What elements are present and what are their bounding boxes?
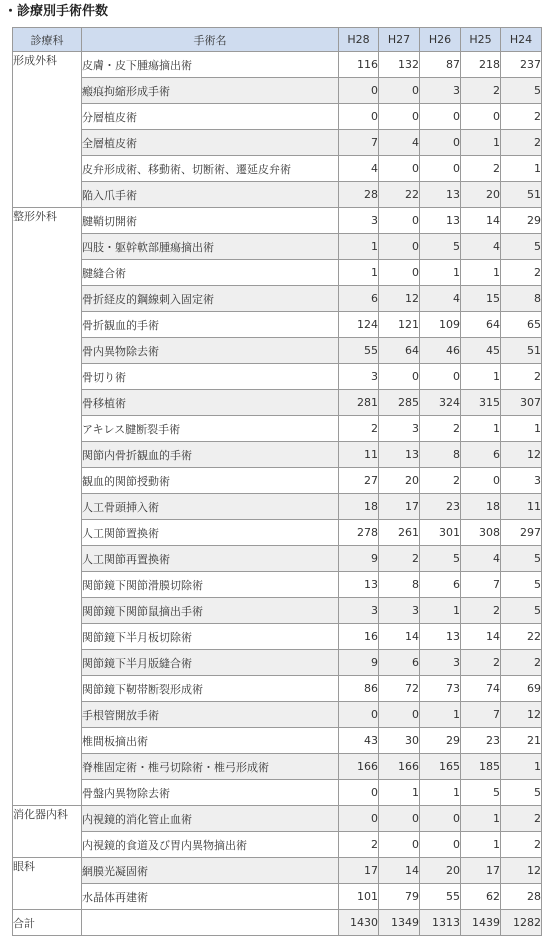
- count-cell-h27: 14: [379, 624, 420, 650]
- count-cell-h25: 14: [461, 208, 501, 234]
- count-cell-h27: 8: [379, 572, 420, 598]
- count-cell-h26: 46: [420, 338, 461, 364]
- count-cell-h28: 16: [339, 624, 379, 650]
- count-cell-h27: 2: [379, 546, 420, 572]
- table-row: [13, 598, 542, 624]
- surgery-name-cell: 四肢・躯幹軟部腫瘍摘出術: [82, 234, 339, 260]
- count-cell-h25: 1: [461, 832, 501, 858]
- count-cell-h26: 301: [420, 520, 461, 546]
- count-cell-h25: 74: [461, 676, 501, 702]
- count-cell-h28: 278: [339, 520, 379, 546]
- count-cell-h26: 109: [420, 312, 461, 338]
- count-cell-h27: 0: [379, 364, 420, 390]
- table-row: [13, 780, 542, 806]
- page-title: ・診療別手術件数: [4, 4, 109, 19]
- count-cell-h26: 1: [420, 598, 461, 624]
- count-cell-h27: 72: [379, 676, 420, 702]
- surgery-name-cell: 全層植皮術: [82, 130, 339, 156]
- count-cell-h28: 101: [339, 884, 379, 910]
- count-cell-h26: 8: [420, 442, 461, 468]
- table-row: [13, 494, 542, 520]
- count-cell-h24: 51: [501, 182, 542, 208]
- count-cell-h27: 12: [379, 286, 420, 312]
- table-row: [13, 702, 542, 728]
- surgery-name-cell: 瘢痕拘縮形成手術: [82, 78, 339, 104]
- surgery-name-cell: 観血的関節授動術: [82, 468, 339, 494]
- count-cell-h28: 4: [339, 156, 379, 182]
- department-cell: 整形外科: [13, 208, 82, 806]
- department-cell: 眼科: [13, 858, 82, 910]
- table-row: [13, 416, 542, 442]
- header-h28: H28: [339, 28, 379, 52]
- count-cell-h25: 4: [461, 234, 501, 260]
- count-cell-h25: 1: [461, 806, 501, 832]
- table-row: [13, 832, 542, 858]
- count-cell-h27: 14: [379, 858, 420, 884]
- surgery-name-cell: 関節内骨折観血的手術: [82, 442, 339, 468]
- count-cell-h24: 2: [501, 260, 542, 286]
- count-cell-h27: 4: [379, 130, 420, 156]
- count-cell-h25: 45: [461, 338, 501, 364]
- count-cell-h25: 2: [461, 78, 501, 104]
- surgery-name-cell: 腱縫合術: [82, 260, 339, 286]
- count-cell-h28: 55: [339, 338, 379, 364]
- surgery-name-cell: 脊椎固定術・椎弓切除術・椎弓形成術: [82, 754, 339, 780]
- count-cell-h28: 27: [339, 468, 379, 494]
- surgery-name-cell: 人工関節置換術: [82, 520, 339, 546]
- table-row: [13, 572, 542, 598]
- count-cell-h28: 17: [339, 858, 379, 884]
- count-cell-h27: 30: [379, 728, 420, 754]
- count-cell-h25: 5: [461, 780, 501, 806]
- count-cell-h25: 4: [461, 546, 501, 572]
- count-cell-h26: 55: [420, 884, 461, 910]
- total-row: [13, 910, 542, 936]
- table-row: [13, 390, 542, 416]
- count-cell-h25: 1: [461, 364, 501, 390]
- count-cell-h27: 0: [379, 156, 420, 182]
- count-cell-h27: 64: [379, 338, 420, 364]
- count-cell-h27: 3: [379, 416, 420, 442]
- surgery-name-cell: 骨移植術: [82, 390, 339, 416]
- count-cell-h28: 7: [339, 130, 379, 156]
- count-cell-h27: 0: [379, 260, 420, 286]
- header-h24: H24: [501, 28, 542, 52]
- count-cell-h26: 3: [420, 650, 461, 676]
- count-cell-h24: 22: [501, 624, 542, 650]
- count-cell-h24: 65: [501, 312, 542, 338]
- count-cell-h27: 20: [379, 468, 420, 494]
- surgery-name-cell: 水晶体再建術: [82, 884, 339, 910]
- count-cell-h24: 51: [501, 338, 542, 364]
- count-cell-h25: 185: [461, 754, 501, 780]
- table-row: [13, 104, 542, 130]
- surgery-name-cell: 皮弁形成術、移動術、切断術、遷延皮弁術: [82, 156, 339, 182]
- count-cell-h28: 2: [339, 416, 379, 442]
- table-row: [13, 286, 542, 312]
- count-cell-h28: 2: [339, 832, 379, 858]
- count-cell-h24: 12: [501, 702, 542, 728]
- surgery-name-cell: 人工骨頭挿入術: [82, 494, 339, 520]
- count-cell-h28: 11: [339, 442, 379, 468]
- surgery-name-cell: 椎間板摘出術: [82, 728, 339, 754]
- count-cell-h25: 2: [461, 156, 501, 182]
- count-cell-h27: 0: [379, 78, 420, 104]
- count-cell-h25: 2: [461, 598, 501, 624]
- count-cell-h27: 22: [379, 182, 420, 208]
- count-cell-h24: 5: [501, 598, 542, 624]
- count-cell-h25: 23: [461, 728, 501, 754]
- count-cell-h26: 0: [420, 364, 461, 390]
- department-cell: 消化器内科: [13, 806, 82, 858]
- count-cell-h26: 0: [420, 104, 461, 130]
- header-h25: H25: [461, 28, 501, 52]
- total-label: 合計: [13, 910, 82, 936]
- count-cell-h28: 86: [339, 676, 379, 702]
- table-row: [13, 806, 542, 832]
- count-cell-h24: 29: [501, 208, 542, 234]
- count-cell-h28: 9: [339, 546, 379, 572]
- surgery-name-cell: 腱鞘切開術: [82, 208, 339, 234]
- count-cell-h26: 87: [420, 52, 461, 78]
- table-header-row: [13, 28, 542, 52]
- count-cell-h28: 0: [339, 104, 379, 130]
- count-cell-h27: 121: [379, 312, 420, 338]
- count-cell-h26: 2: [420, 468, 461, 494]
- count-cell-h26: 5: [420, 234, 461, 260]
- table-row: [13, 624, 542, 650]
- table-row: [13, 312, 542, 338]
- count-cell-h27: 6: [379, 650, 420, 676]
- surgery-name-cell: 人工関節再置換術: [82, 546, 339, 572]
- count-cell-h25: 218: [461, 52, 501, 78]
- count-cell-h25: 20: [461, 182, 501, 208]
- table-row: [13, 208, 542, 234]
- surgery-name-cell: 陥入爪手術: [82, 182, 339, 208]
- count-cell-h25: 6: [461, 442, 501, 468]
- count-cell-h27: 79: [379, 884, 420, 910]
- count-cell-h28: 13: [339, 572, 379, 598]
- table-row: [13, 468, 542, 494]
- count-cell-h26: 20: [420, 858, 461, 884]
- total-cell-h25: 1439: [461, 910, 501, 936]
- count-cell-h28: 0: [339, 702, 379, 728]
- count-cell-h26: 324: [420, 390, 461, 416]
- count-cell-h27: 3: [379, 598, 420, 624]
- count-cell-h28: 166: [339, 754, 379, 780]
- table-row: [13, 650, 542, 676]
- count-cell-h24: 5: [501, 546, 542, 572]
- count-cell-h24: 28: [501, 884, 542, 910]
- surgery-name-cell: 骨折観血的手術: [82, 312, 339, 338]
- table-row: [13, 520, 542, 546]
- count-cell-h27: 0: [379, 208, 420, 234]
- table-row: [13, 78, 542, 104]
- count-cell-h28: 43: [339, 728, 379, 754]
- count-cell-h28: 9: [339, 650, 379, 676]
- surgery-name-cell: 関節鏡下関節滑膜切除術: [82, 572, 339, 598]
- total-name-empty-cell: [82, 910, 339, 936]
- count-cell-h24: 2: [501, 806, 542, 832]
- surgery-name-cell: 骨内異物除去術: [82, 338, 339, 364]
- count-cell-h28: 28: [339, 182, 379, 208]
- count-cell-h25: 62: [461, 884, 501, 910]
- count-cell-h25: 308: [461, 520, 501, 546]
- table-row: [13, 234, 542, 260]
- surgery-name-cell: アキレス腱断裂手術: [82, 416, 339, 442]
- count-cell-h27: 166: [379, 754, 420, 780]
- surgery-name-cell: 骨折経皮的鋼線刺入固定術: [82, 286, 339, 312]
- count-cell-h27: 261: [379, 520, 420, 546]
- count-cell-h28: 18: [339, 494, 379, 520]
- total-cell-h24: 1282: [501, 910, 542, 936]
- total-cell-h26: 1313: [420, 910, 461, 936]
- count-cell-h25: 17: [461, 858, 501, 884]
- surgery-name-cell: 内視鏡的食道及び胃内異物摘出術: [82, 832, 339, 858]
- count-cell-h24: 1: [501, 156, 542, 182]
- count-cell-h27: 0: [379, 806, 420, 832]
- count-cell-h26: 13: [420, 208, 461, 234]
- count-cell-h24: 1: [501, 416, 542, 442]
- table-row: [13, 754, 542, 780]
- count-cell-h24: 297: [501, 520, 542, 546]
- table-row: [13, 546, 542, 572]
- surgery-count-table: [12, 27, 542, 936]
- table-row: [13, 52, 542, 78]
- count-cell-h28: 281: [339, 390, 379, 416]
- count-cell-h26: 13: [420, 182, 461, 208]
- count-cell-h24: 2: [501, 832, 542, 858]
- count-cell-h24: 5: [501, 234, 542, 260]
- surgery-name-cell: 骨盤内異物除去術: [82, 780, 339, 806]
- count-cell-h26: 1: [420, 260, 461, 286]
- total-cell-h28: 1430: [339, 910, 379, 936]
- count-cell-h25: 7: [461, 702, 501, 728]
- count-cell-h24: 69: [501, 676, 542, 702]
- table-row: [13, 442, 542, 468]
- table-row: [13, 728, 542, 754]
- count-cell-h27: 1: [379, 780, 420, 806]
- count-cell-h25: 64: [461, 312, 501, 338]
- count-cell-h26: 4: [420, 286, 461, 312]
- count-cell-h28: 1: [339, 234, 379, 260]
- count-cell-h24: 3: [501, 468, 542, 494]
- count-cell-h24: 2: [501, 650, 542, 676]
- count-cell-h27: 132: [379, 52, 420, 78]
- count-cell-h27: 285: [379, 390, 420, 416]
- count-cell-h27: 0: [379, 104, 420, 130]
- count-cell-h25: 0: [461, 468, 501, 494]
- count-cell-h28: 0: [339, 780, 379, 806]
- count-cell-h24: 237: [501, 52, 542, 78]
- count-cell-h24: 5: [501, 572, 542, 598]
- table-row: [13, 884, 542, 910]
- count-cell-h25: 315: [461, 390, 501, 416]
- count-cell-h25: 2: [461, 650, 501, 676]
- count-cell-h25: 1: [461, 416, 501, 442]
- count-cell-h24: 8: [501, 286, 542, 312]
- count-cell-h24: 12: [501, 858, 542, 884]
- table-row: [13, 364, 542, 390]
- surgery-name-cell: 分層植皮術: [82, 104, 339, 130]
- count-cell-h27: 13: [379, 442, 420, 468]
- count-cell-h24: 11: [501, 494, 542, 520]
- surgery-name-cell: 皮膚・皮下腫瘍摘出術: [82, 52, 339, 78]
- table-row: [13, 260, 542, 286]
- count-cell-h26: 0: [420, 832, 461, 858]
- count-cell-h27: 0: [379, 832, 420, 858]
- count-cell-h24: 12: [501, 442, 542, 468]
- count-cell-h24: 1: [501, 754, 542, 780]
- count-cell-h26: 1: [420, 780, 461, 806]
- table-row: [13, 156, 542, 182]
- count-cell-h24: 21: [501, 728, 542, 754]
- count-cell-h24: 2: [501, 104, 542, 130]
- count-cell-h26: 2: [420, 416, 461, 442]
- table-row: [13, 858, 542, 884]
- header-department: 診療科: [13, 28, 82, 52]
- count-cell-h26: 13: [420, 624, 461, 650]
- count-cell-h26: 29: [420, 728, 461, 754]
- count-cell-h24: 5: [501, 78, 542, 104]
- surgery-name-cell: 関節鏡下半月板切除術: [82, 624, 339, 650]
- surgery-name-cell: 関節鏡下関節鼠摘出手術: [82, 598, 339, 624]
- count-cell-h27: 0: [379, 234, 420, 260]
- count-cell-h26: 0: [420, 130, 461, 156]
- count-cell-h25: 1: [461, 130, 501, 156]
- count-cell-h25: 18: [461, 494, 501, 520]
- surgery-name-cell: 骨切り術: [82, 364, 339, 390]
- count-cell-h26: 0: [420, 156, 461, 182]
- count-cell-h24: 307: [501, 390, 542, 416]
- surgery-name-cell: 網膜光凝固術: [82, 858, 339, 884]
- table-row: [13, 338, 542, 364]
- header-surgery-name: 手術名: [82, 28, 339, 52]
- count-cell-h28: 6: [339, 286, 379, 312]
- total-cell-h27: 1349: [379, 910, 420, 936]
- table-row: [13, 182, 542, 208]
- count-cell-h27: 17: [379, 494, 420, 520]
- table-row: [13, 130, 542, 156]
- count-cell-h28: 116: [339, 52, 379, 78]
- count-cell-h27: 0: [379, 702, 420, 728]
- count-cell-h28: 0: [339, 806, 379, 832]
- surgery-name-cell: 関節鏡下半月版縫合術: [82, 650, 339, 676]
- surgery-name-cell: 関節鏡下靭帯断裂形成術: [82, 676, 339, 702]
- department-cell: 形成外科: [13, 52, 82, 208]
- count-cell-h26: 6: [420, 572, 461, 598]
- count-cell-h28: 0: [339, 78, 379, 104]
- count-cell-h26: 0: [420, 806, 461, 832]
- count-cell-h26: 1: [420, 702, 461, 728]
- count-cell-h26: 3: [420, 78, 461, 104]
- count-cell-h26: 165: [420, 754, 461, 780]
- count-cell-h28: 3: [339, 208, 379, 234]
- count-cell-h24: 2: [501, 364, 542, 390]
- count-cell-h28: 1: [339, 260, 379, 286]
- count-cell-h26: 23: [420, 494, 461, 520]
- count-cell-h25: 0: [461, 104, 501, 130]
- header-h27: H27: [379, 28, 420, 52]
- count-cell-h26: 5: [420, 546, 461, 572]
- header-h26: H26: [420, 28, 461, 52]
- count-cell-h28: 3: [339, 598, 379, 624]
- count-cell-h25: 1: [461, 260, 501, 286]
- table-row: [13, 676, 542, 702]
- count-cell-h28: 3: [339, 364, 379, 390]
- count-cell-h28: 124: [339, 312, 379, 338]
- count-cell-h24: 2: [501, 130, 542, 156]
- count-cell-h25: 7: [461, 572, 501, 598]
- surgery-name-cell: 内視鏡的消化管止血術: [82, 806, 339, 832]
- count-cell-h25: 14: [461, 624, 501, 650]
- surgery-name-cell: 手根管開放手術: [82, 702, 339, 728]
- count-cell-h26: 73: [420, 676, 461, 702]
- count-cell-h25: 15: [461, 286, 501, 312]
- count-cell-h24: 5: [501, 780, 542, 806]
